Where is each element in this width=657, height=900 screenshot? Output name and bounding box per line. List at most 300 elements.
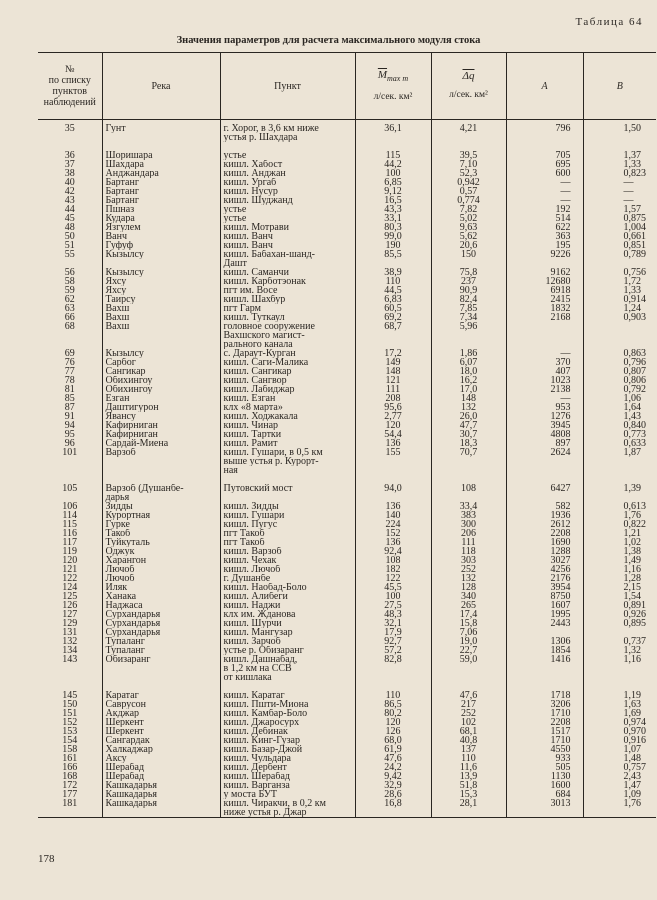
cell-b: 1,72: [583, 277, 656, 286]
cell-point: пгт Такоб: [220, 529, 355, 538]
cell-mmax: 136: [355, 502, 431, 511]
table-row: [38, 214, 656, 223]
cell-a: [506, 457, 583, 466]
cell-dq: [431, 259, 506, 268]
cell-a: 1276: [506, 412, 583, 421]
cell-mmax: 57,2: [355, 646, 431, 655]
cell-b: 0,914: [583, 295, 656, 304]
table-row: [38, 538, 656, 547]
cell-point: устье р. Обизаранг: [220, 646, 355, 655]
cell-b: 1,54: [583, 592, 656, 601]
cell-mmax: [355, 493, 431, 502]
cell-a: 1832: [506, 304, 583, 313]
cell-mmax: 61,9: [355, 745, 431, 754]
cell-point: кишл. Ванч: [220, 232, 355, 241]
cell-a: [506, 259, 583, 268]
cell-mmax: 44,5: [355, 286, 431, 295]
cell-mmax: 149: [355, 358, 431, 367]
cell-point: у моста БУТ: [220, 790, 355, 799]
cell-dq: 110: [431, 754, 506, 763]
cell-point: кишл. Ходжакала: [220, 412, 355, 421]
table-row: [38, 295, 656, 304]
cell-number: 68: [64, 322, 75, 331]
cell-mmax: 24,2: [355, 763, 431, 772]
cell-b: [583, 475, 656, 484]
cell-a: —: [506, 394, 583, 403]
cell-point: ная: [220, 466, 355, 475]
table-row: [38, 754, 656, 763]
cell-b: 0,863: [583, 349, 656, 358]
cell-dq: [431, 664, 506, 673]
cell-dq: 47,6: [431, 691, 506, 700]
cell-a: 2208: [506, 529, 583, 538]
table-row: [38, 502, 656, 511]
cell-b: 1,87: [583, 448, 656, 457]
cell-number: [38, 808, 102, 818]
cell-point: [220, 475, 355, 484]
cell-mmax: 136: [355, 538, 431, 547]
cell-dq: 1,86: [431, 349, 506, 358]
cell-a: 2168: [506, 313, 583, 322]
cell-river: Вахш: [102, 313, 220, 322]
cell-mmax: [355, 142, 431, 151]
cell-number: 91: [64, 412, 75, 421]
cell-mmax: 48,3: [355, 610, 431, 619]
table-row: [38, 169, 656, 178]
cell-dq: [431, 466, 506, 475]
cell-b: [583, 322, 656, 331]
cell-b: 2,43: [583, 772, 656, 781]
cell-point: кишл. Сангвор: [220, 376, 355, 385]
cell-dq: 252: [431, 709, 506, 718]
cell-number: 177: [62, 790, 78, 799]
cell-river: Варзоб (Душанбе-: [102, 484, 220, 493]
cell-point: кишл. Чинар: [220, 421, 355, 430]
cell-river: Зидды: [102, 502, 220, 511]
table-row: [38, 556, 656, 565]
cell-dq: 108: [431, 484, 506, 493]
cell-b: 1,50: [583, 120, 656, 134]
table-row: [38, 646, 656, 655]
cell-number: 172: [62, 781, 78, 790]
cell-a: 4808: [506, 430, 583, 439]
cell-river: Ванч: [102, 232, 220, 241]
cell-river: Гурке: [102, 520, 220, 529]
cell-river: Пшназ: [102, 205, 220, 214]
header-mmax: $\overline{M}_{max т}$ л/сек. км²: [355, 53, 431, 120]
cell-point: пгт Гарм: [220, 304, 355, 313]
cell-number: 40: [64, 178, 75, 187]
cell-river: Халкаджар: [102, 745, 220, 754]
cell-dq: 7,06: [431, 628, 506, 637]
cell-a: 12680: [506, 277, 583, 286]
table-row: [38, 259, 656, 268]
cell-number: 124: [62, 583, 78, 592]
cell-dq: 217: [431, 700, 506, 709]
cell-b: 1,19: [583, 691, 656, 700]
cell-river: Сурхандарья: [102, 610, 220, 619]
cell-point: кишл. Шуджанд: [220, 196, 355, 205]
cell-point: кишл. Ургаб: [220, 178, 355, 187]
cell-number: 95: [64, 430, 75, 439]
cell-dq: 17,4: [431, 610, 506, 619]
cell-a: [506, 331, 583, 340]
cell-point: кишл. Чехак: [220, 556, 355, 565]
header-b: B: [583, 53, 656, 120]
cell-b: 0,822: [583, 520, 656, 529]
cell-dq: 7,82: [431, 205, 506, 214]
cell-number: 69: [64, 349, 75, 358]
cell-dq: 68,1: [431, 727, 506, 736]
cell-a: 505: [506, 763, 583, 772]
cell-b: 2,15: [583, 583, 656, 592]
cell-number: 122: [62, 574, 78, 583]
cell-point: кишл. Варганза: [220, 781, 355, 790]
table-row: [38, 718, 656, 727]
cell-mmax: 36,1: [355, 120, 431, 134]
cell-a: 407: [506, 367, 583, 376]
cell-b: —: [583, 187, 656, 196]
cell-mmax: 54,4: [355, 430, 431, 439]
cell-mmax: 120: [355, 718, 431, 727]
cell-a: 1936: [506, 511, 583, 520]
cell-point: кишл. Мангузар: [220, 628, 355, 637]
cell-river: Наджаса: [102, 601, 220, 610]
cell-a: 4550: [506, 745, 583, 754]
cell-river: Езган: [102, 394, 220, 403]
table-row: [38, 637, 656, 646]
cell-b: 0,789: [583, 250, 656, 259]
table-row: [38, 313, 656, 322]
cell-b: 1,09: [583, 790, 656, 799]
table-row: [38, 376, 656, 385]
cell-mmax: [355, 457, 431, 466]
cell-dq: 75,8: [431, 268, 506, 277]
cell-river: Обихингоу: [102, 376, 220, 385]
cell-number: 59: [64, 286, 75, 295]
cell-b: 1,49: [583, 556, 656, 565]
cell-a: 796: [506, 120, 583, 134]
cell-b: —: [583, 178, 656, 187]
cell-a: 6427: [506, 484, 583, 493]
cell-river: Бартанг: [102, 196, 220, 205]
cell-dq: 148: [431, 394, 506, 403]
cell-number: 120: [62, 556, 78, 565]
cell-number: 181: [62, 799, 78, 808]
table-row: [38, 484, 656, 493]
cell-river: Вахш: [102, 304, 220, 313]
table-row: [38, 322, 656, 331]
cell-b: 0,916: [583, 736, 656, 745]
cell-dq: 16,2: [431, 376, 506, 385]
cell-mmax: 100: [355, 169, 431, 178]
cell-number: 77: [64, 367, 75, 376]
cell-b: [583, 673, 656, 682]
cell-dq: 206: [431, 529, 506, 538]
cell-b: 1,38: [583, 547, 656, 556]
cell-river: Сангардак: [102, 736, 220, 745]
cell-number: 129: [62, 619, 78, 628]
cell-river: Гунт: [102, 120, 220, 134]
cell-river: Иляк: [102, 583, 220, 592]
cell-mmax: 94,0: [355, 484, 431, 493]
table-row: [38, 781, 656, 790]
cell-river: Вахш: [102, 322, 220, 331]
cell-a: 4256: [506, 565, 583, 574]
table-row: [38, 520, 656, 529]
cell-river: Бартанг: [102, 187, 220, 196]
cell-mmax: 44,2: [355, 160, 431, 169]
cell-b: 1,76: [583, 511, 656, 520]
table-row: [38, 763, 656, 772]
cell-number: [38, 493, 102, 502]
cell-point: кишл. Туткаул: [220, 313, 355, 322]
cell-number: 42: [64, 187, 75, 196]
cell-point: кишл. Дебинак: [220, 727, 355, 736]
cell-b: 1,24: [583, 304, 656, 313]
cell-a: 582: [506, 502, 583, 511]
cell-mmax: 152: [355, 529, 431, 538]
cell-river: Такоб: [102, 529, 220, 538]
cell-number: 150: [62, 700, 78, 709]
cell-river: Варзоб: [102, 448, 220, 457]
cell-number: 168: [62, 772, 78, 781]
cell-river: Кашкадарья: [102, 799, 220, 808]
cell-river: Явансу: [102, 412, 220, 421]
cell-number: [38, 664, 102, 673]
cell-river: Кафирниган: [102, 421, 220, 430]
cell-mmax: 9,42: [355, 772, 431, 781]
cell-a: —: [506, 178, 583, 187]
cell-number: [38, 475, 102, 484]
cell-b: 0,773: [583, 430, 656, 439]
header-a: A: [506, 53, 583, 120]
cell-b: [583, 457, 656, 466]
cell-b: 1,16: [583, 565, 656, 574]
cell-mmax: [355, 133, 431, 142]
table-row: [38, 412, 656, 421]
cell-point: кишл. Дербент: [220, 763, 355, 772]
cell-b: [583, 133, 656, 142]
cell-number: 85: [64, 394, 75, 403]
cell-dq: [431, 340, 506, 349]
cell-river: Акджар: [102, 709, 220, 718]
cell-mmax: 16,8: [355, 799, 431, 808]
table-row: [38, 808, 656, 818]
cell-river: Обихингоу: [102, 385, 220, 394]
cell-b: [583, 259, 656, 268]
table-row: [38, 736, 656, 745]
table-row: [38, 205, 656, 214]
table-row: [38, 475, 656, 484]
cell-number: 114: [62, 511, 78, 520]
cell-mmax: 126: [355, 727, 431, 736]
cell-number: 145: [62, 691, 78, 700]
cell-river: Гуфуф: [102, 241, 220, 250]
cell-dq: 9,63: [431, 223, 506, 232]
table-row: [38, 331, 656, 340]
cell-dq: 300: [431, 520, 506, 529]
cell-a: —: [506, 349, 583, 358]
cell-point: кишл. Хабост: [220, 160, 355, 169]
cell-a: 2138: [506, 385, 583, 394]
cell-number: 126: [62, 601, 78, 610]
table-row: [38, 394, 656, 403]
table-row: [38, 448, 656, 457]
cell-number: 66: [64, 313, 75, 322]
cell-number: [38, 682, 102, 691]
cell-a: 1607: [506, 601, 583, 610]
cell-number: 45: [64, 214, 75, 223]
cell-mmax: 182: [355, 565, 431, 574]
cell-dq: 11,6: [431, 763, 506, 772]
cell-number: 106: [62, 502, 78, 511]
table-row: [38, 574, 656, 583]
cell-b: 0,926: [583, 610, 656, 619]
cell-b: 1,16: [583, 655, 656, 664]
cell-mmax: 9,12: [355, 187, 431, 196]
cell-a: 705: [506, 151, 583, 160]
cell-number: [38, 457, 102, 466]
cell-point: кишл. Шурчи: [220, 619, 355, 628]
cell-number: 116: [62, 529, 78, 538]
cell-b: 1,33: [583, 160, 656, 169]
cell-dq: 82,4: [431, 295, 506, 304]
table-row: [38, 601, 656, 610]
cell-mmax: 17,9: [355, 628, 431, 637]
cell-number: [38, 142, 102, 151]
cell-mmax: 43,3: [355, 205, 431, 214]
cell-dq: 17,0: [431, 385, 506, 394]
cell-river: Оджук: [102, 547, 220, 556]
cell-a: 2208: [506, 718, 583, 727]
cell-dq: 39,5: [431, 151, 506, 160]
cell-mmax: 140: [355, 511, 431, 520]
cell-point: кишл. Саги-Малика: [220, 358, 355, 367]
cell-point: кишл. Базар-Джой: [220, 745, 355, 754]
cell-number: [38, 340, 102, 349]
cell-b: 0,840: [583, 421, 656, 430]
cell-dq: [431, 682, 506, 691]
cell-b: 0,851: [583, 241, 656, 250]
cell-point: устье: [220, 151, 355, 160]
cell-mmax: 122: [355, 574, 431, 583]
cell-point: с. Дараут-Курган: [220, 349, 355, 358]
table-row: [38, 268, 656, 277]
cell-mmax: 208: [355, 394, 431, 403]
cell-point: в 1,2 км на ССВ: [220, 664, 355, 673]
cell-point: г. Хорог, в 3,6 км ниже: [220, 120, 355, 134]
cell-river: Кашкадарья: [102, 781, 220, 790]
table-row: [38, 529, 656, 538]
cell-point: кишл. Бабахан-шанд-: [220, 250, 355, 259]
table-row: [38, 151, 656, 160]
cell-river: Бартанг: [102, 178, 220, 187]
cell-dq: 0,942: [431, 178, 506, 187]
cell-river: [102, 331, 220, 340]
cell-a: 600: [506, 169, 583, 178]
cell-dq: 52,3: [431, 169, 506, 178]
cell-point: Вахшского магист-: [220, 331, 355, 340]
cell-b: 0,974: [583, 718, 656, 727]
cell-point: кишл. Каратаг: [220, 691, 355, 700]
cell-a: 1416: [506, 655, 583, 664]
cell-river: Курортная: [102, 511, 220, 520]
cell-a: [506, 322, 583, 331]
cell-dq: 59,0: [431, 655, 506, 664]
cell-b: 1,63: [583, 700, 656, 709]
cell-river: Кудара: [102, 214, 220, 223]
cell-b: [583, 331, 656, 340]
cell-point: ниже устья р. Джар: [220, 808, 355, 818]
cell-a: 514: [506, 214, 583, 223]
cell-b: 0,895: [583, 619, 656, 628]
cell-b: [583, 340, 656, 349]
cell-a: [506, 664, 583, 673]
table-row: [38, 178, 656, 187]
cell-dq: 90,9: [431, 286, 506, 295]
cell-a: 1600: [506, 781, 583, 790]
cell-number: 56: [64, 268, 75, 277]
cell-number: [38, 259, 102, 268]
cell-point: кишл. Джаросурх: [220, 718, 355, 727]
cell-river: [102, 682, 220, 691]
cell-dq: 20,6: [431, 241, 506, 250]
cell-point: кишл. Алибеги: [220, 592, 355, 601]
table-row: [38, 430, 656, 439]
cell-river: Сангикар: [102, 367, 220, 376]
cell-a: [506, 808, 583, 818]
cell-a: [506, 673, 583, 682]
cell-number: 117: [62, 538, 78, 547]
cell-dq: 40,8: [431, 736, 506, 745]
cell-number: 94: [64, 421, 75, 430]
cell-number: 131: [62, 628, 78, 637]
cell-a: —: [506, 187, 583, 196]
cell-number: 132: [62, 637, 78, 646]
cell-number: 154: [62, 736, 78, 745]
cell-a: 3206: [506, 700, 583, 709]
cell-point: кишл. Шерабад: [220, 772, 355, 781]
cell-b: 1,69: [583, 709, 656, 718]
cell-point: кишл. Гушари: [220, 511, 355, 520]
cell-b: 0,806: [583, 376, 656, 385]
cell-a: [506, 628, 583, 637]
cell-number: 37: [64, 160, 75, 169]
table-row: [38, 277, 656, 286]
cell-number: 50: [64, 232, 75, 241]
cell-a: [506, 493, 583, 502]
cell-number: 121: [62, 565, 78, 574]
table-row: [38, 241, 656, 250]
cell-b: 1,48: [583, 754, 656, 763]
cell-number: 105: [62, 484, 78, 493]
cell-point: от кишлака: [220, 673, 355, 682]
cell-mmax: [355, 259, 431, 268]
cell-a: 1854: [506, 646, 583, 655]
cell-dq: [431, 331, 506, 340]
cell-a: 1130: [506, 772, 583, 781]
cell-b: 1,06: [583, 394, 656, 403]
cell-mmax: 60,5: [355, 304, 431, 313]
cell-dq: 18,0: [431, 367, 506, 376]
page-number: 178: [38, 853, 55, 865]
cell-b: 1,02: [583, 538, 656, 547]
table-row: [38, 745, 656, 754]
cell-point: кишл. Ванч: [220, 241, 355, 250]
cell-a: 8750: [506, 592, 583, 601]
cell-river: Сурхандарья: [102, 619, 220, 628]
